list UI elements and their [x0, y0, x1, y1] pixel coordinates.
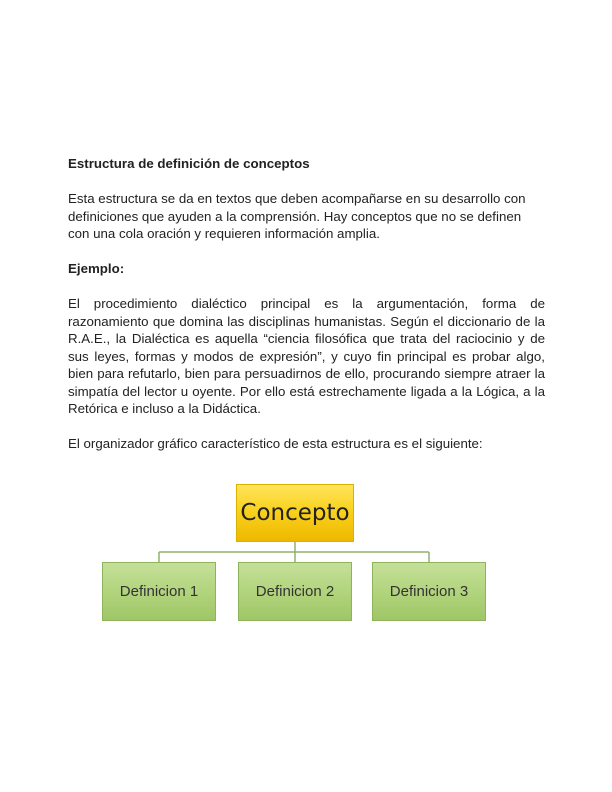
definition-node-2: Definicion 2 — [238, 562, 352, 621]
intro-paragraph: Esta estructura se da en textos que deben acompañarse en su desarrollo con definiciones que ayuden a la comprensión. Hay conceptos que no se definen con una cola oración y requieren información amplia. — [68, 191, 526, 241]
definition-node-1: Definicion 1 — [102, 562, 216, 621]
definition-node-3: Definicion 3 — [372, 562, 486, 621]
section-title: Estructura de definición de conceptos — [68, 156, 310, 171]
document-body — [68, 155, 545, 469]
example-paragraph: El procedimiento dialéctico principal es la argumentación, forma de razonamiento que domina las disciplinas humanistas. Según el diccionario de la R.A.E., la Dialéctica es aquella “ciencia filosófica que trata del raciocinio y de sus leyes, formas y modos de expresión”, y cuyo fin principal es probar algo, bien para refutarlo, bien para persuadirnos de ello, procurando siempre atraer la simpatía del lector u oyente. Por ello está estrechamente ligada a la Lógica, a la Retórica e incluso a la Didáctica. — [68, 296, 545, 416]
organizer-intro-paragraph: El organizador gráfico característico de esta estructura es el siguiente: — [68, 435, 483, 451]
concept-node: Concepto — [236, 484, 354, 542]
example-heading: Ejemplo: — [68, 260, 125, 276]
